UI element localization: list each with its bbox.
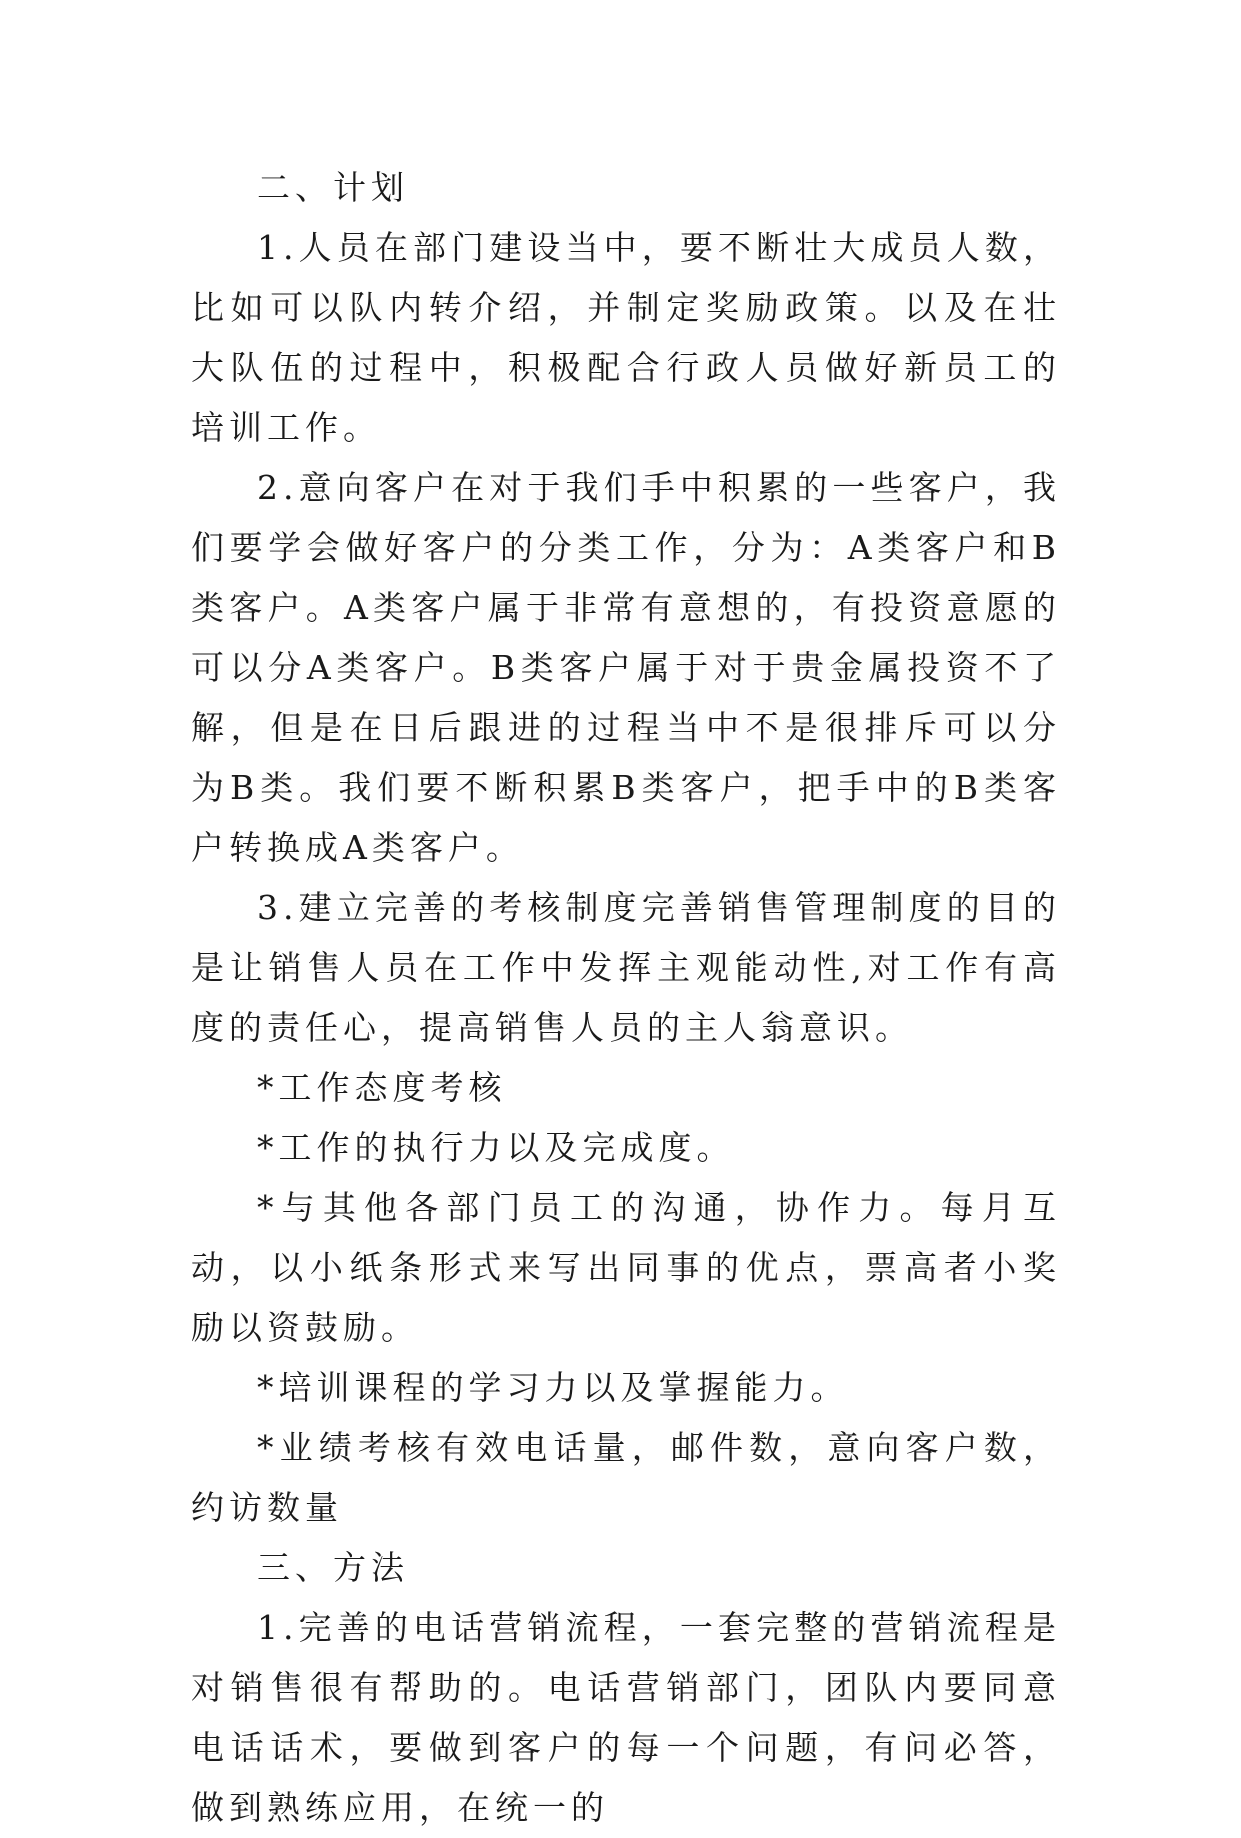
method-item-telemarketing-process: 1.完善的电话营销流程，一套完整的营销流程是对销售很有帮助的。电话营销部门，团队内要同意电话话术，要做到客户的每一个问题，有问必答，做到熟练应用，在统一的 <box>191 1608 1061 1827</box>
assessment-bullet-attitude: *工作态度考核 <box>257 1068 507 1107</box>
assessment-bullet-training: *培训课程的学习力以及掌握能力。 <box>257 1368 849 1407</box>
document-body <box>191 158 1061 1838</box>
section-heading-methods: 三、方法 <box>257 1548 409 1587</box>
plan-item-intended-customers: 2.意向客户在对于我们手中积累的一些客户，我们要学会做好客户的分类工作，分为：A类客户和B类客户。A类客户属于非常有意想的，有投资意愿的可以分A类客户。B类客户属于对于贵金属投资不了解，但是在日后跟进的过程当中不是很排斥可以分为B类。我们要不断积累B类客户，把手中的B类客户转换成A类客户。 <box>191 468 1061 867</box>
plan-item-assessment-system: 3.建立完善的考核制度完善销售管理制度的目的是让销售人员在工作中发挥主观能动性,对工作有高度的责任心，提高销售人员的主人翁意识。 <box>191 888 1061 1047</box>
assessment-bullet-execution: *工作的执行力以及完成度。 <box>257 1128 735 1167</box>
assessment-bullet-performance: *业绩考核有效电话量，邮件数，意向客户数，约访数量 <box>191 1428 1061 1527</box>
plan-item-personnel: 1.人员在部门建设当中，要不断壮大成员人数，比如可以队内转介绍，并制定奖励政策。以及在壮大队伍的过程中，积极配合行政人员做好新员工的培训工作。 <box>191 228 1061 447</box>
assessment-bullet-communication: *与其他各部门员工的沟通，协作力。每月互动，以小纸条形式来写出同事的优点，票高者小奖励以资鼓励。 <box>191 1188 1061 1347</box>
section-heading-plan: 二、计划 <box>257 168 409 207</box>
